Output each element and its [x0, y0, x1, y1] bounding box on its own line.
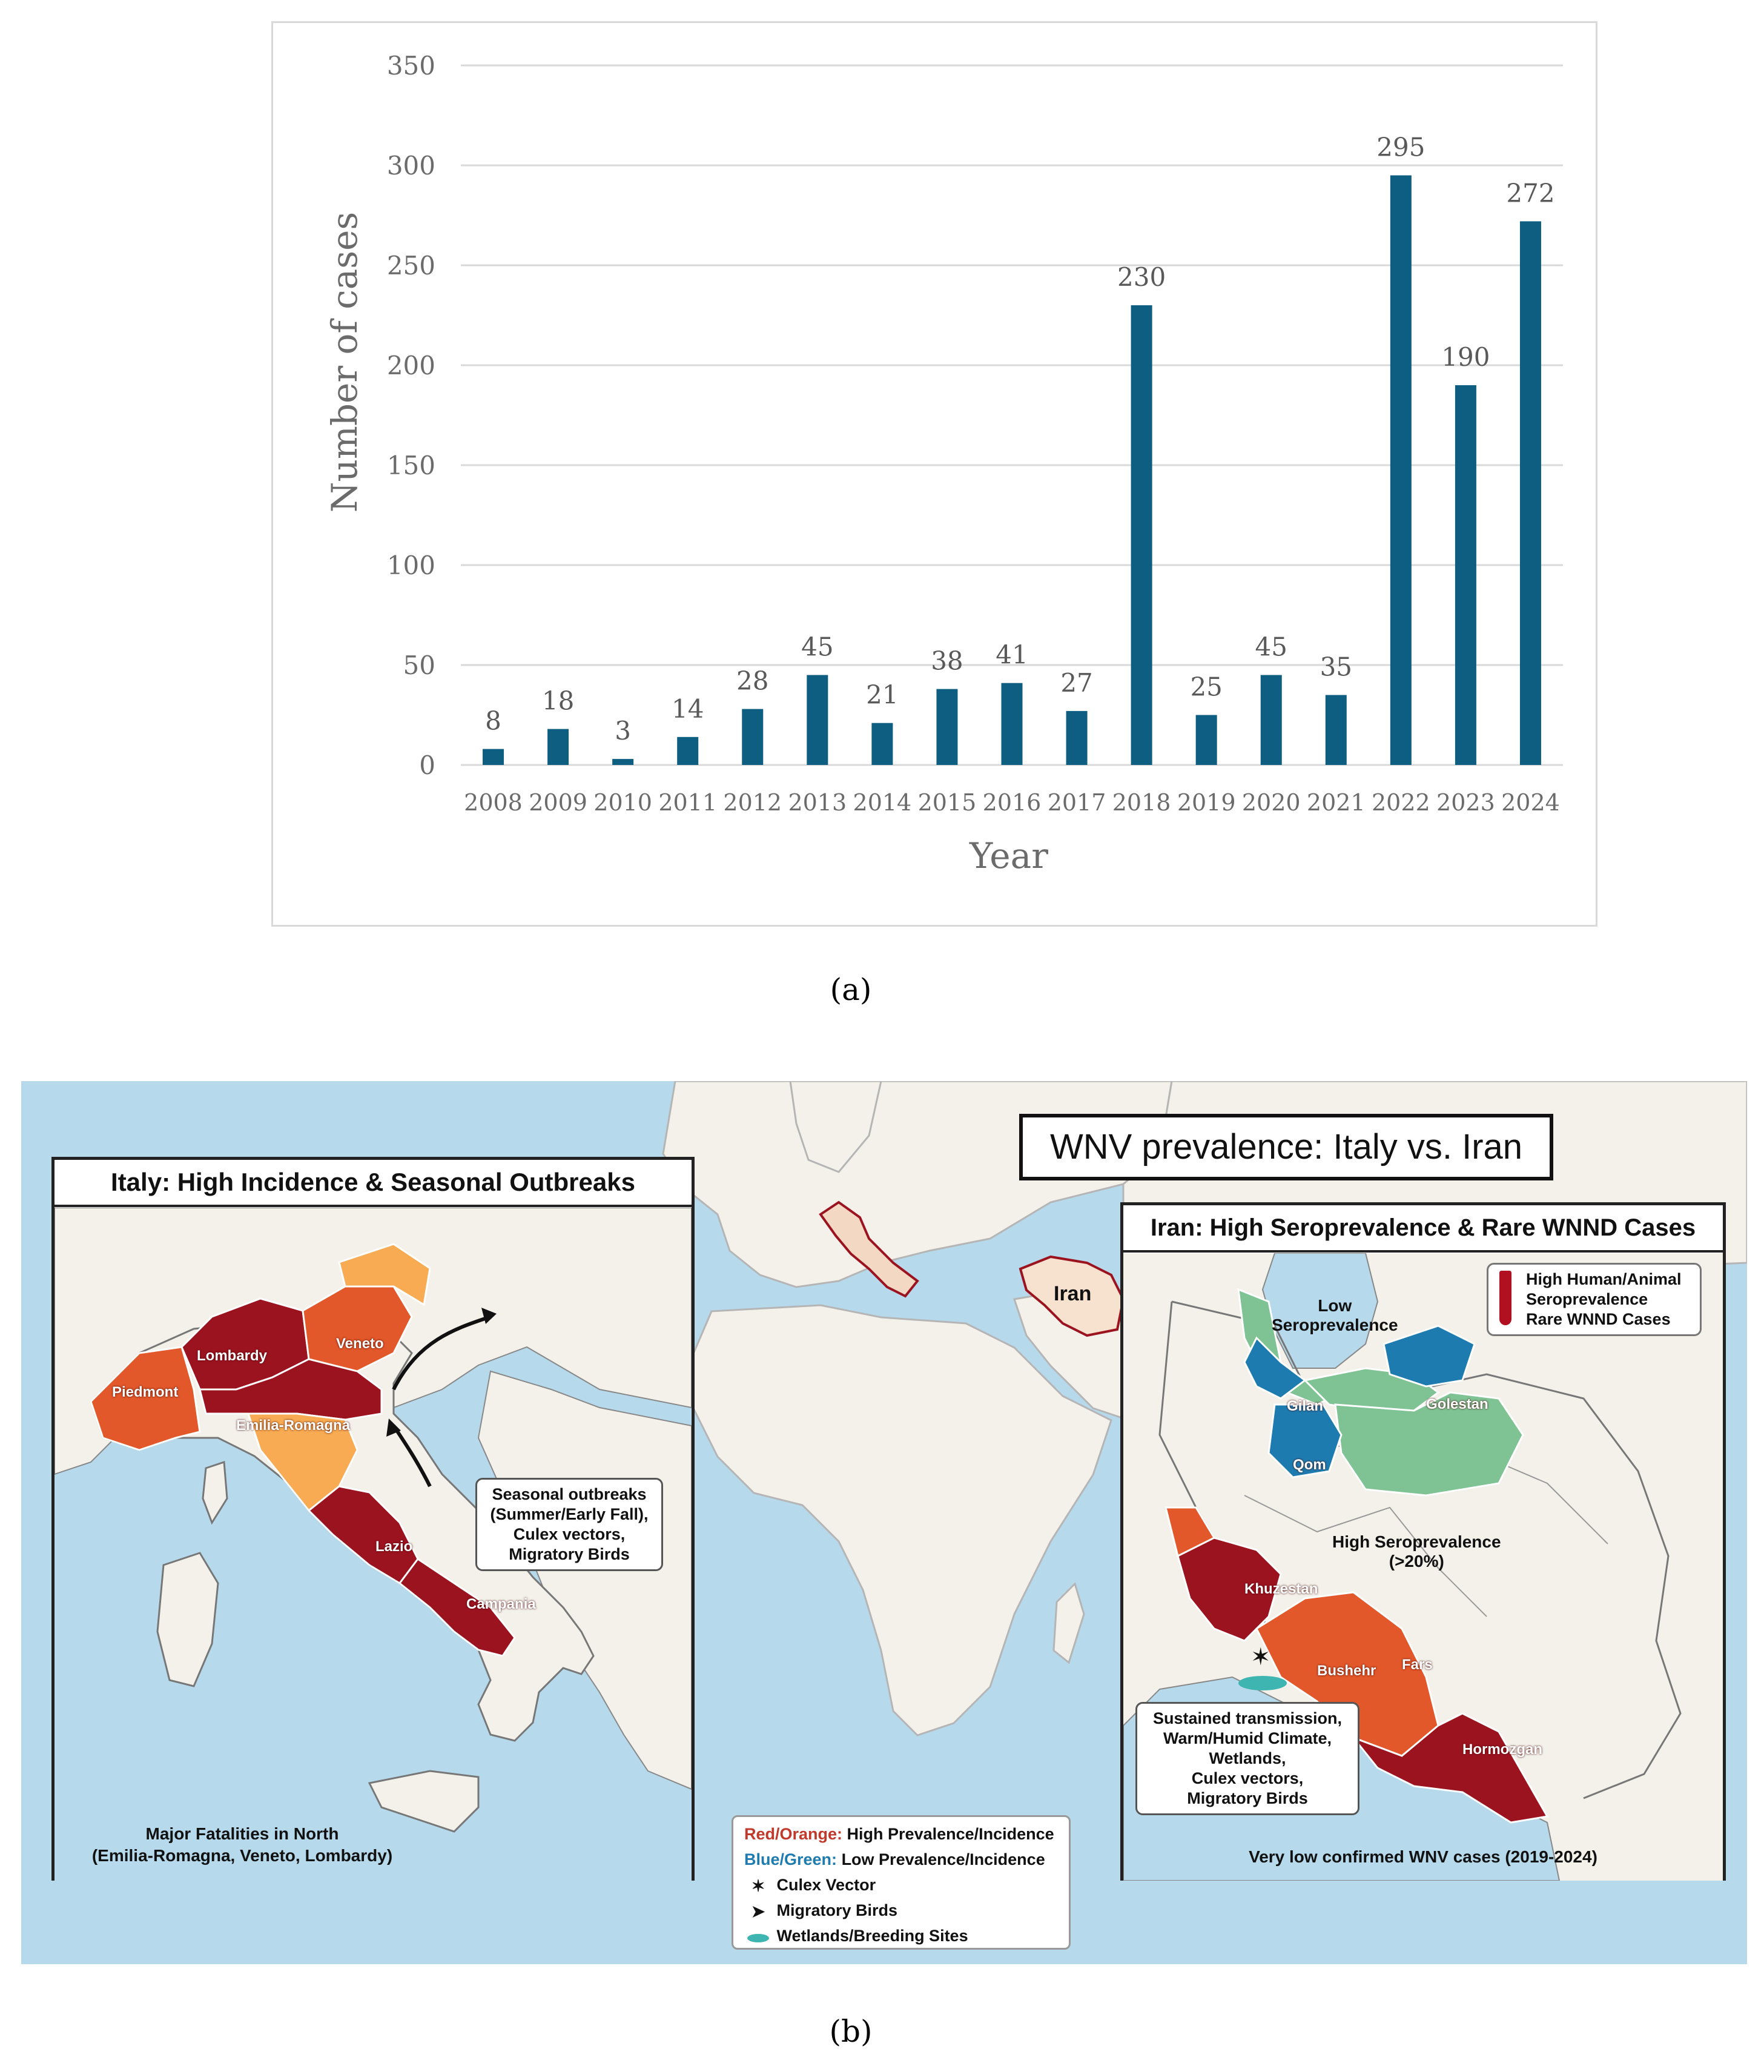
x-tick-label-2021: 2021	[1306, 789, 1366, 816]
y-tick-label: 250	[386, 251, 435, 280]
italy-panel-title: Italy: High Incidence & Seasonal Outbreaks	[55, 1160, 692, 1207]
x-tick-label-2023: 2023	[1436, 789, 1495, 816]
x-tick-label-2008: 2008	[464, 789, 523, 816]
iran-key-box: High Human/Animal Seroprevalence Rare WNND Cases	[1487, 1263, 1702, 1336]
data-label-2017: 27	[1060, 667, 1093, 698]
bar-2012	[742, 709, 763, 765]
y-tick-label: 150	[386, 451, 435, 480]
data-label-2012: 28	[736, 666, 769, 696]
x-tick-label-2016: 2016	[982, 789, 1042, 816]
africa-landmass	[693, 1305, 1111, 1735]
x-axis-label: Year	[970, 835, 1048, 876]
region-label-lazio: Lazio	[375, 1538, 413, 1555]
data-label-2011: 14	[671, 693, 704, 724]
data-label-2008: 8	[485, 706, 501, 736]
bar-chart	[273, 23, 1596, 925]
caption-b: (b)	[829, 2014, 873, 2049]
y-axis-label: Number of cases	[324, 211, 365, 513]
region-label-bushehr: Bushehr	[1317, 1663, 1376, 1679]
data-label-2016: 41	[996, 640, 1028, 670]
region-label-fars: Fars	[1402, 1657, 1433, 1673]
x-tick-label-2011: 2011	[658, 789, 718, 816]
x-tick-label-2013: 2013	[788, 789, 847, 816]
region-label-emilia-romagna: Emilia-Romagna	[236, 1417, 351, 1434]
bar-2017	[1066, 711, 1088, 765]
y-tick-label: 0	[419, 750, 435, 780]
madagascar	[1054, 1584, 1084, 1663]
bar-2019	[1196, 715, 1217, 766]
region-label-qom: Qom	[1293, 1457, 1326, 1473]
bar-2016	[1002, 683, 1023, 765]
data-label-2014: 21	[866, 680, 899, 710]
italy-panel	[51, 1157, 695, 1881]
wnv-map-infographic	[21, 1081, 1747, 1964]
legend-row-high: Red/Orange: High Prevalence/Incidence	[744, 1825, 1054, 1843]
iran-callout: Sustained transmission, Warm/Humid Climate, Wetlands, Culex vectors, Migratory Birds	[1135, 1702, 1359, 1815]
x-tick-label-2014: 2014	[853, 789, 912, 816]
legend-row-birds: ➤ Migratory Birds	[744, 1898, 897, 1922]
caption-a: (a)	[830, 972, 872, 1007]
bar-2014	[871, 723, 893, 765]
data-label-2021: 35	[1320, 652, 1353, 682]
x-tick-label-2024: 2024	[1501, 789, 1560, 816]
data-label-2015: 38	[931, 646, 963, 676]
x-tick-label-2022: 2022	[1371, 789, 1430, 816]
data-label-2022: 295	[1376, 132, 1425, 162]
bar-2024	[1520, 221, 1541, 765]
legend-row-low: Blue/Green: Low Prevalence/Incidence	[744, 1850, 1045, 1868]
bar-2011	[677, 737, 698, 765]
culex-icon: ✶	[1250, 1643, 1271, 1671]
data-label-2024: 272	[1506, 178, 1555, 208]
bar-2009	[547, 729, 569, 765]
x-tick-label-2018: 2018	[1112, 789, 1171, 816]
legend-row-wetlands: Wetlands/Breeding Sites	[744, 1924, 968, 1948]
map-legend	[732, 1815, 1071, 1950]
region-label-gilan: Gilan	[1287, 1398, 1324, 1414]
y-tick-label: 200	[386, 351, 435, 380]
blood-tube-icon	[1499, 1271, 1511, 1325]
x-tick-label-2020: 2020	[1241, 789, 1301, 816]
map-title: WNV prevalence: Italy vs. Iran	[1019, 1114, 1553, 1180]
high-seroprevalence-label: High Seroprevalence (>20%)	[1332, 1532, 1501, 1571]
europe-landmass	[663, 1081, 1172, 1287]
wetlands-icon	[1238, 1676, 1287, 1690]
y-tick-label: 50	[403, 650, 435, 680]
data-label-2019: 25	[1190, 672, 1223, 702]
bar-2010	[612, 759, 633, 765]
bar-2020	[1261, 675, 1282, 766]
bar-chart-frame	[271, 21, 1597, 927]
bar-2008	[483, 749, 504, 765]
region-label-veneto: Veneto	[336, 1336, 384, 1352]
y-tick-label: 100	[386, 551, 435, 580]
region-label-piedmont: Piedmont	[112, 1384, 179, 1400]
region-label-hormozgan: Hormozgan	[1462, 1741, 1542, 1758]
y-tick-label: 300	[386, 151, 435, 180]
bar-2023	[1455, 385, 1476, 765]
data-label-2009: 18	[541, 686, 575, 716]
x-tick-label-2017: 2017	[1047, 789, 1106, 816]
low-seroprevalence-label: Low Seroprevalence	[1272, 1296, 1398, 1334]
data-label-2023: 190	[1441, 342, 1490, 372]
x-tick-label-2015: 2015	[917, 789, 977, 816]
y-tick-label: 350	[386, 51, 435, 81]
iran-panel	[1120, 1202, 1726, 1881]
bar-2022	[1390, 176, 1412, 766]
bar-2018	[1131, 305, 1152, 765]
wetlands-legend-icon	[744, 1925, 772, 1949]
iran-panel-title: Iran: High Seroprevalence & Rare WNND Cases	[1123, 1205, 1723, 1253]
legend-row-culex: ✶ Culex Vector	[744, 1873, 876, 1897]
data-label-2010: 3	[615, 716, 632, 746]
x-tick-label-2009: 2009	[529, 789, 587, 816]
x-tick-label-2019: 2019	[1177, 789, 1236, 816]
italy-footer: Major Fatalities in North (Emilia-Romagna, Veneto, Lombardy)	[91, 1824, 393, 1865]
data-label-2018: 230	[1117, 262, 1166, 292]
bar-2013	[807, 675, 828, 766]
mosquito-icon: ✶	[751, 1876, 765, 1895]
iran-footer: Very low confirmed WNV cases (2019-2024)	[1249, 1847, 1597, 1866]
data-label-2020: 45	[1255, 632, 1287, 662]
region-label-khuzestan: Khuzestan	[1244, 1581, 1318, 1597]
bar-2015	[936, 689, 957, 765]
bird-icon: ➤	[751, 1902, 765, 1921]
italy-callout: Seasonal outbreaks (Summer/Early Fall), Culex vectors, Migratory Birds	[475, 1478, 663, 1571]
world-iran-label: Iran	[1054, 1282, 1092, 1305]
region-label-lombardy: Lombardy	[197, 1348, 268, 1364]
bar-2021	[1326, 695, 1347, 766]
region-label-campania: Campania	[466, 1596, 536, 1612]
region-label-golestan: Golestan	[1426, 1396, 1488, 1412]
x-tick-label-2012: 2012	[723, 789, 782, 816]
x-tick-label-2010: 2010	[593, 789, 653, 816]
data-label-2013: 45	[801, 632, 834, 662]
